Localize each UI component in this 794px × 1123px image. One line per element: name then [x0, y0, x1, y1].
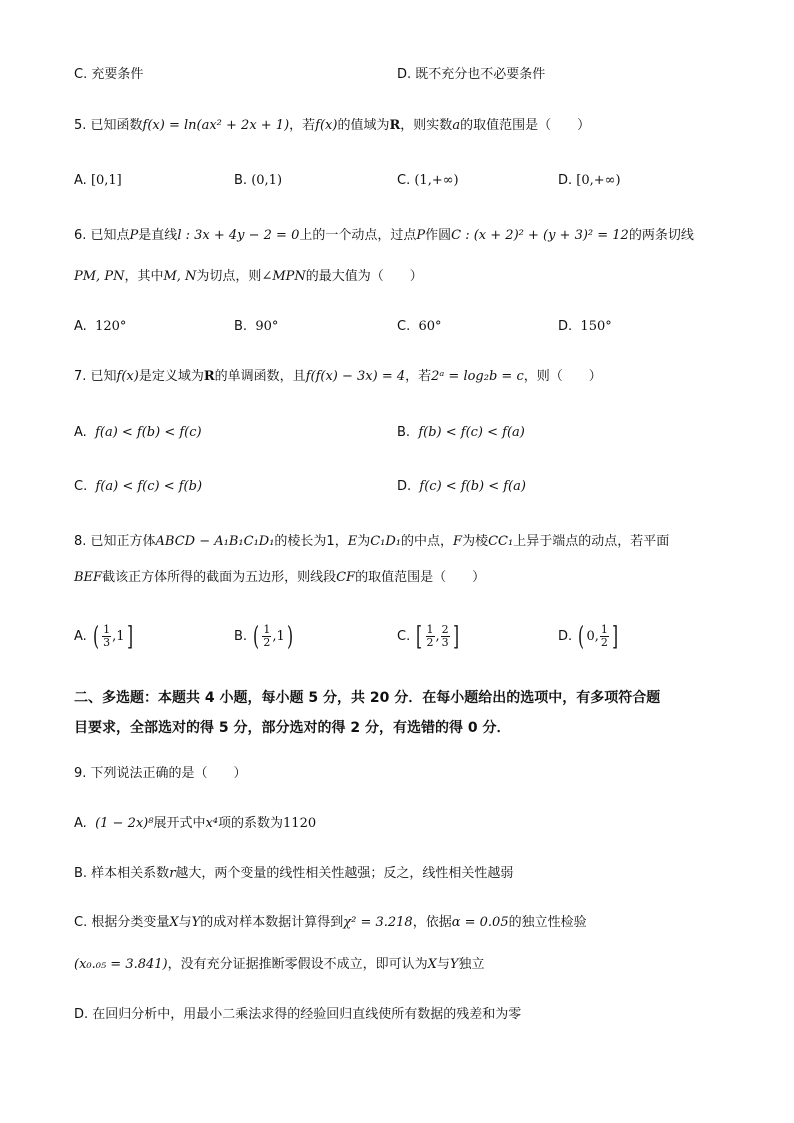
q9-option-c-line2: (x₀.₀₅ = 3.841)，没有充分证据推断零假设不成立，即可认为X与Y独立	[74, 957, 485, 972]
q5-option-d: D. [0,+∞)	[558, 173, 621, 188]
q5-option-a: A. [0,1]	[74, 173, 122, 188]
q9-option-b: B. 样本相关系数r越大，两个变量的线性相关性越强；反之，线性相关性越弱	[74, 866, 514, 881]
q9-stem: 9. 下列说法正确的是（ ）	[74, 766, 247, 781]
q8-option-b: B. ( $\frac{1}{2}$ ,1)	[234, 621, 293, 652]
q5-option-c: C. (1,+∞)	[397, 173, 459, 188]
q8-option-c: C. [ $\frac{1}{2}$ , $\frac{2}{3}$ ]	[397, 621, 459, 652]
q7-option-c: C. f(a) < f(c) < f(b)	[74, 479, 203, 494]
q4-option-c: C. 充要条件	[74, 67, 144, 82]
q8-option-d: D. ( 0, $\frac{1}{2}$ ]	[558, 621, 618, 652]
q9-option-a: A. (1 − 2x)⁸展开式中x⁴项的系数为1120	[74, 816, 317, 831]
q8-stem-line2: BEF截该正方体所得的截面为五边形，则线段CF的取值范围是（ ）	[74, 570, 486, 585]
q7-option-b: B. f(b) < f(c) < f(a)	[397, 425, 525, 440]
section2-heading-line2: 目要求，全部选对的得 5 分，部分选对的得 2 分，有选错的得 0 分．	[74, 720, 511, 736]
q5-stem: 5. 已知函数f(x) = ln(ax² + 2x + 1)，若f(x)的值域为R，则实数a的取值范围是（ ）	[74, 118, 591, 133]
q8-stem-line1: 8. 已知正方体ABCD − A₁B₁C₁D₁的棱长为1，E为C₁D₁的中点，F为棱CC₁上异于端点的动点，若平面	[74, 534, 670, 549]
q9-option-c-line1: C. 根据分类变量X与Y的成对样本数据计算得到χ² = 3.218，依据α = 0.05的独立性检验	[74, 915, 587, 930]
q7-option-d: D. f(c) < f(b) < f(a)	[397, 479, 526, 494]
q7-stem: 7. 已知f(x)是定义域为R的单调函数，且f(f(x) − 3x) = 4，若2ᵃ = log₂b = c，则（ ）	[74, 369, 602, 384]
q6-stem-line1: 6. 已知点P是直线l : 3x + 4y − 2 = 0上的一个动点，过点P作圆C : (x + 2)² + (y + 3)² = 12的两条切线	[74, 228, 694, 243]
q6-option-c: C. 60°	[397, 319, 442, 334]
section2-heading-line1: 二、多选题：本题共 4 小题，每小题 5 分，共 20 分．在每小题给出的选项中，有多项符合题	[74, 690, 661, 706]
q8-option-a: A. ( $\frac{1}{3}$ ,1]	[74, 621, 133, 652]
q6-option-d: D. 150°	[558, 319, 612, 334]
q6-stem-line2: PM, PN，其中M, N为切点，则∠MPN的最大值为（ ）	[74, 269, 423, 284]
q6-option-b: B. 90°	[234, 319, 279, 334]
q5-option-b: B. (0,1)	[234, 173, 283, 188]
q6-option-a: A. 120°	[74, 319, 127, 334]
q9-option-d: D. 在回归分析中，用最小二乘法求得的经验回归直线使所有数据的残差和为零	[74, 1007, 522, 1022]
q7-option-a: A. f(a) < f(b) < f(c)	[74, 425, 202, 440]
q4-option-d: D. 既不充分也不必要条件	[397, 67, 546, 82]
